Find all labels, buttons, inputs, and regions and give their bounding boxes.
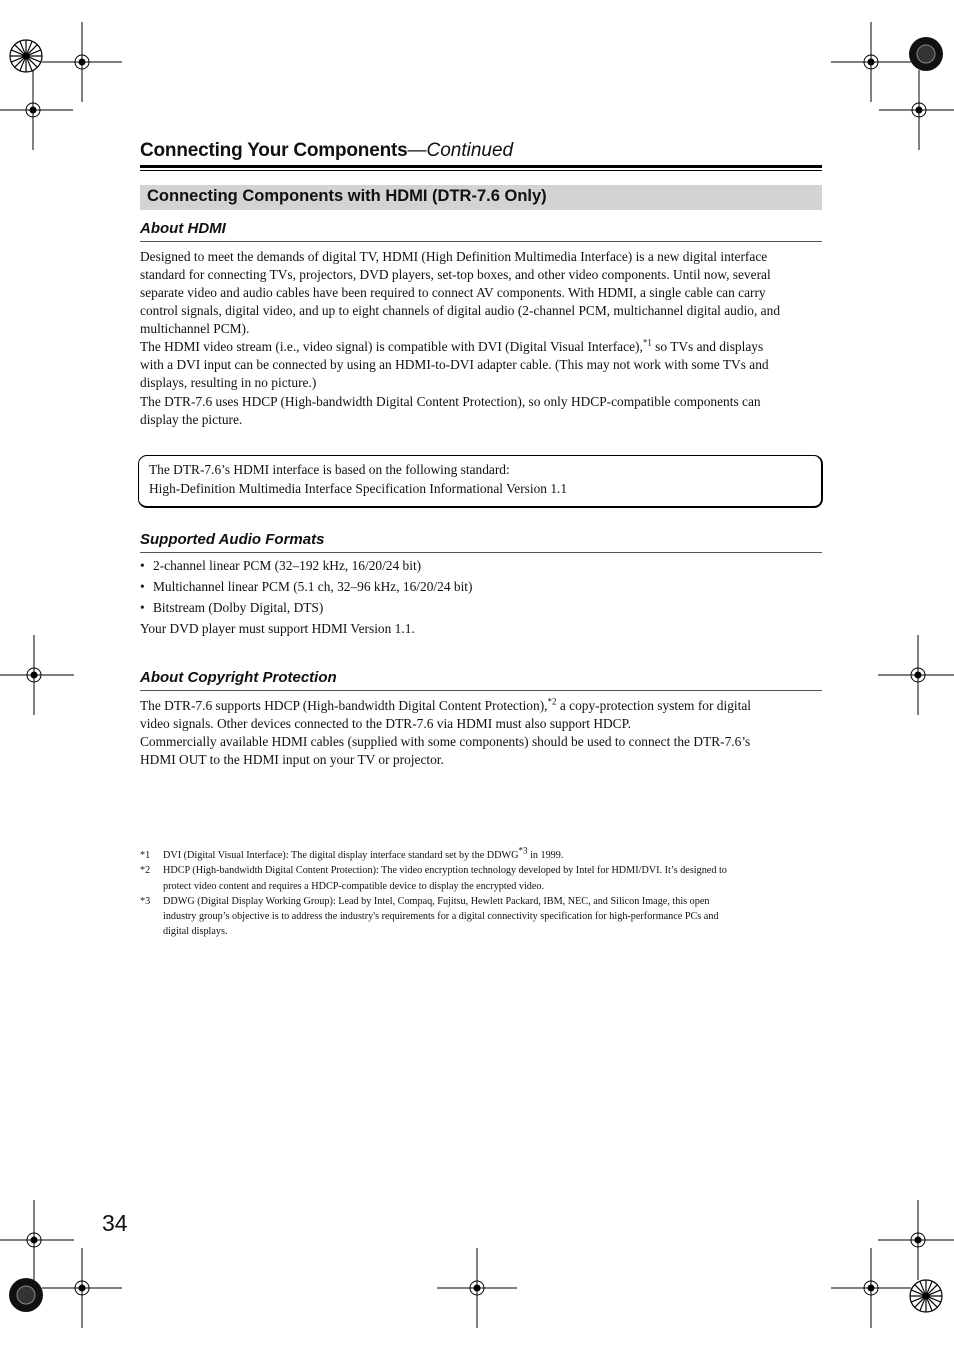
paragraph-line: The DTR-7.6 uses HDCP (High-bandwidth Digital Content Protection), so only HDCP-compatible components can: [140, 394, 761, 409]
paragraph-line: with a DVI input can be connected by using an HDMI-to-DVI adapter cable. (This may not work with some TVs and: [140, 357, 769, 372]
paragraph-line: video signals. Other devices connected to the DTR-7.6 via HDMI must also support HDCP.: [140, 716, 631, 731]
note-line-2: High-Definition Multimedia Interface Specification Informational Version 1.1: [149, 481, 568, 496]
paragraph-line: displays, resulting in no picture.): [140, 375, 317, 390]
page-header-title: Connecting Your Components: [140, 140, 408, 161]
text-run: a copy-protection system for digital: [556, 698, 752, 713]
paragraph-line: HDMI OUT to the HDMI input on your TV or projector.: [140, 752, 444, 767]
page-number: 34: [102, 1210, 128, 1236]
subheading-audio-formats: [140, 531, 822, 553]
footnote-text: protect video content and requires a HDCP-compatible device to display the encrypted video.: [163, 880, 545, 892]
bullet-icon: •: [140, 558, 145, 573]
footnote-text: in 1999.: [527, 850, 564, 861]
copyright-body: [140, 697, 822, 769]
text-run: The DTR-7.6 supports HDCP (High-bandwidth Digital Content Protection),: [140, 698, 548, 713]
page-header-continued: —Continued: [407, 140, 514, 161]
footnote-mark: *3: [140, 895, 151, 907]
paragraph-line: separate video and audio cables have been required to connect AV components. With HDMI, a single cable can carry: [140, 285, 766, 300]
footnote-text: digital displays.: [163, 926, 228, 938]
registration-mark-bottom-right-dial: [886, 1256, 954, 1336]
footnote-1: [140, 845, 822, 863]
header-rule-thin: [140, 170, 822, 171]
audio-format-list: [140, 558, 822, 637]
paragraph-line: control signals, digital video, and up to eight channels of digital audio (2-channel PCM, multichannel digital audio, and: [140, 303, 781, 318]
page-header: [140, 140, 822, 162]
footnote-text: DDWG (Digital Display Working Group): Lead by Intel, Compaq, Fujitsu, Hewlett Packard, IBM, NEC, and Silicon Image, this open: [163, 895, 710, 907]
audio-format-note: Your DVD player must support HDMI Version 1.1.: [140, 621, 415, 636]
footnote-text: HDCP (High-bandwidth Digital Content Protection): The video encryption technology developed by Intel for HDMI/DVI. It’s designed to: [163, 865, 727, 877]
paragraph-line: [140, 338, 822, 356]
registration-mark-bottom-left-cross: [42, 1248, 122, 1328]
footnotes: [140, 845, 822, 940]
standard-note-box: [138, 455, 823, 508]
paragraph-line: standard for connecting TVs, projectors, DVD players, set-top boxes, and other video components. Until now, several: [140, 267, 771, 282]
footnote-text: industry group’s objective is to address the industry's requirements for a digital connectivity specification for high-performance PCs and: [163, 911, 719, 923]
text-run: so TVs and displays: [651, 339, 764, 354]
bullet-icon: •: [140, 579, 145, 594]
list-item: [140, 600, 822, 621]
list-item: [140, 579, 822, 600]
footnote-mark: *1: [140, 850, 151, 861]
subheading-copyright-text: About Copyright Protection: [140, 669, 337, 686]
subheading-about-hdmi-text: About HDMI: [140, 220, 226, 237]
paragraph-line: Designed to meet the demands of digital TV, HDMI (High Definition Multimedia Interface) is a new digital interface: [140, 249, 768, 264]
bullet-icon: •: [140, 600, 145, 615]
registration-mark-right-middle: [878, 635, 954, 715]
subheading-about-hdmi: [140, 220, 822, 242]
registration-mark-right-upper: [879, 70, 954, 150]
registration-mark-bottom-center-cross: [437, 1248, 517, 1328]
list-item-text: Multichannel linear PCM (5.1 ch, 32–96 kHz, 16/20/24 bit): [153, 579, 473, 594]
registration-mark-left-upper: [0, 70, 73, 150]
footnote-ref: *1: [642, 337, 652, 348]
footnote-3: [140, 894, 822, 940]
footnote-ref: *2: [547, 696, 557, 707]
subheading-audio-formats-text: Supported Audio Formats: [140, 531, 325, 548]
paragraph-line: multichannel PCM).: [140, 321, 250, 336]
list-item: [140, 558, 822, 579]
text-run: The HDMI video stream (i.e., video signal) is compatible with DVI (Digital Visual Interface),: [140, 339, 643, 354]
paragraph-line: display the picture.: [140, 412, 243, 427]
registration-mark-left-middle: [0, 635, 74, 715]
paragraph-line: [140, 697, 822, 715]
list-item-text: Bitstream (Dolby Digital, DTS): [153, 600, 324, 615]
section-title: Connecting Components with HDMI (DTR-7.6 Only): [147, 187, 547, 205]
about-hdmi-body: [140, 248, 822, 429]
list-item-text: 2-channel linear PCM (32–192 kHz, 16/20/24 bit): [153, 558, 422, 573]
footnote-ref: *3: [518, 845, 528, 856]
footnote-mark: *2: [140, 865, 151, 877]
footnote-text: DVI (Digital Visual Interface): The digital display interface standard set by the DDWG: [163, 850, 519, 861]
footnote-2: [140, 863, 822, 894]
section-title-bar: [140, 185, 822, 210]
paragraph-line: Commercially available HDMI cables (supplied with some components) should be used to connect the DTR-7.6’s: [140, 734, 751, 749]
note-line-1: The DTR-7.6’s HDMI interface is based on the following standard:: [149, 462, 510, 477]
header-rule-thick: [140, 165, 822, 168]
subheading-copyright: [140, 669, 822, 691]
